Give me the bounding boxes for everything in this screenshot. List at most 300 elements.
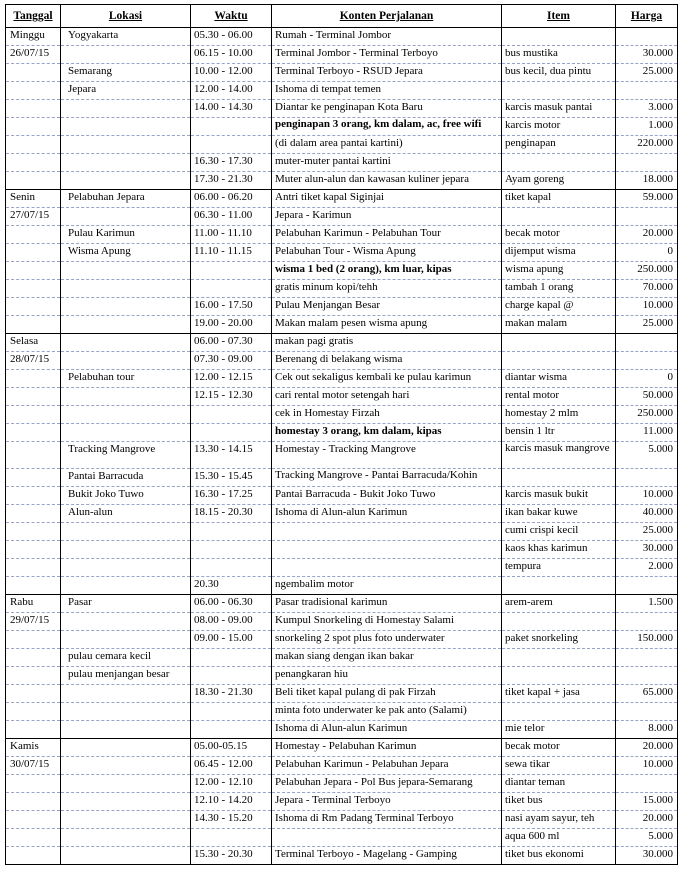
table-row (6, 64, 678, 82)
cell-harga: 20.000 (616, 811, 678, 829)
cell-harga: 10.000 (616, 487, 678, 505)
cell-item: makan malam (502, 316, 616, 334)
cell-waktu (191, 541, 272, 559)
cell-lokasi (61, 775, 191, 793)
cell-item (502, 352, 616, 370)
cell-lokasi (61, 388, 191, 406)
table-row (6, 775, 678, 793)
cell-lokasi: pulau cemara kecil (61, 649, 191, 667)
cell-konten: Terminal Jombor - Terminal Terboyo (272, 46, 502, 64)
table-row (6, 829, 678, 847)
cell-konten: Kumpul Snorkeling di Homestay Salami (272, 613, 502, 631)
cell-lokasi: Tracking Mangrove (61, 442, 191, 469)
cell-waktu: 18.15 - 20.30 (191, 505, 272, 523)
cell-item: homestay 2 mlm (502, 406, 616, 424)
cell-waktu (191, 280, 272, 298)
cell-harga (616, 334, 678, 352)
cell-lokasi: pulau menjangan besar (61, 667, 191, 685)
cell-lokasi: Pasar (61, 595, 191, 613)
cell-konten: Berenang di belakang wisma (272, 352, 502, 370)
cell-item (502, 577, 616, 595)
cell-lokasi: Bukit Joko Tuwo (61, 487, 191, 505)
cell-waktu: 12.15 - 12.30 (191, 388, 272, 406)
cell-item: bus kecil, dua pintu (502, 64, 616, 82)
table-row (6, 100, 678, 118)
table-row (6, 442, 678, 469)
cell-item: wisma apung (502, 262, 616, 280)
cell-konten: Pulau Menjangan Besar (272, 298, 502, 316)
cell-lokasi (61, 703, 191, 721)
table-row (6, 685, 678, 703)
cell-waktu: 06.00 - 06.20 (191, 190, 272, 208)
table-row (6, 739, 678, 757)
cell-lokasi (61, 136, 191, 154)
table-row (6, 370, 678, 388)
cell-tanggal (6, 523, 61, 541)
header-tanggal: Tanggal (6, 5, 61, 28)
cell-konten (272, 829, 502, 847)
cell-lokasi (61, 685, 191, 703)
cell-konten: Homestay - Pelabuhan Karimun (272, 739, 502, 757)
cell-tanggal: Rabu (6, 595, 61, 613)
table-row (6, 811, 678, 829)
cell-waktu: 13.30 - 14.15 (191, 442, 272, 469)
cell-harga: 59.000 (616, 190, 678, 208)
cell-lokasi (61, 118, 191, 136)
header-waktu: Waktu (191, 5, 272, 28)
cell-waktu: 19.00 - 20.00 (191, 316, 272, 334)
cell-lokasi (61, 154, 191, 172)
cell-lokasi: Pelabuhan tour (61, 370, 191, 388)
table-row (6, 541, 678, 559)
cell-waktu (191, 829, 272, 847)
cell-harga (616, 469, 678, 487)
cell-lokasi: Jepara (61, 82, 191, 100)
cell-item: ikan bakar kuwe (502, 505, 616, 523)
cell-waktu: 18.30 - 21.30 (191, 685, 272, 703)
cell-konten: cari rental motor setengah hari (272, 388, 502, 406)
table-row (6, 352, 678, 370)
cell-tanggal (6, 577, 61, 595)
cell-konten (272, 559, 502, 577)
cell-waktu: 11.00 - 11.10 (191, 226, 272, 244)
cell-harga: 25.000 (616, 523, 678, 541)
cell-waktu (191, 262, 272, 280)
cell-tanggal (6, 685, 61, 703)
cell-tanggal (6, 64, 61, 82)
cell-tanggal (6, 631, 61, 649)
cell-item (502, 28, 616, 46)
table-row (6, 82, 678, 100)
cell-lokasi (61, 829, 191, 847)
cell-tanggal (6, 370, 61, 388)
table-row (6, 226, 678, 244)
cell-harga: 0 (616, 244, 678, 262)
cell-waktu: 16.30 - 17.25 (191, 487, 272, 505)
cell-konten: Cek out sekaligus kembali ke pulau karimun (272, 370, 502, 388)
table-row (6, 28, 678, 46)
cell-konten: Terminal Terboyo - Magelang - Gamping (272, 847, 502, 865)
header-harga: Harga (616, 5, 678, 28)
cell-konten: Beli tiket kapal pulang di pak Firzah (272, 685, 502, 703)
cell-tanggal (6, 541, 61, 559)
cell-lokasi (61, 793, 191, 811)
cell-konten: Ishoma di Alun-alun Karimun (272, 505, 502, 523)
cell-harga: 250.000 (616, 406, 678, 424)
cell-waktu (191, 424, 272, 442)
cell-lokasi (61, 541, 191, 559)
table-row (6, 703, 678, 721)
table-row (6, 505, 678, 523)
cell-konten: makan siang dengan ikan bakar (272, 649, 502, 667)
cell-harga: 70.000 (616, 280, 678, 298)
cell-tanggal (6, 172, 61, 190)
cell-tanggal (6, 442, 61, 469)
cell-harga: 0 (616, 370, 678, 388)
cell-harga: 5.000 (616, 829, 678, 847)
cell-tanggal (6, 667, 61, 685)
table-row (6, 136, 678, 154)
cell-waktu: 11.10 - 11.15 (191, 244, 272, 262)
itinerary-body (6, 28, 678, 865)
cell-waktu: 08.00 - 09.00 (191, 613, 272, 631)
table-row (6, 208, 678, 226)
cell-harga: 1.500 (616, 595, 678, 613)
cell-item (502, 208, 616, 226)
cell-tanggal (6, 100, 61, 118)
table-row (6, 847, 678, 865)
cell-tanggal (6, 793, 61, 811)
table-row (6, 46, 678, 64)
cell-lokasi (61, 757, 191, 775)
cell-tanggal: Minggu (6, 28, 61, 46)
cell-harga: 250.000 (616, 262, 678, 280)
cell-harga: 8.000 (616, 721, 678, 739)
cell-waktu (191, 649, 272, 667)
cell-lokasi: Pantai Barracuda (61, 469, 191, 487)
table-row (6, 334, 678, 352)
cell-lokasi: Yogyakarta (61, 28, 191, 46)
cell-tanggal (6, 559, 61, 577)
cell-waktu: 16.30 - 17.30 (191, 154, 272, 172)
cell-tanggal (6, 298, 61, 316)
cell-tanggal: Kamis (6, 739, 61, 757)
cell-waktu (191, 559, 272, 577)
cell-lokasi (61, 298, 191, 316)
cell-item: aqua 600 ml (502, 829, 616, 847)
cell-konten: Ishoma di Alun-alun Karimun (272, 721, 502, 739)
table-row (6, 406, 678, 424)
cell-tanggal: 28/07/15 (6, 352, 61, 370)
cell-harga: 11.000 (616, 424, 678, 442)
cell-waktu: 14.30 - 15.20 (191, 811, 272, 829)
cell-tanggal: Senin (6, 190, 61, 208)
table-row (6, 388, 678, 406)
cell-item: becak motor (502, 226, 616, 244)
cell-harga: 30.000 (616, 847, 678, 865)
table-row (6, 667, 678, 685)
cell-konten: minta foto underwater ke pak anto (Salami) (272, 703, 502, 721)
cell-lokasi: Alun-alun (61, 505, 191, 523)
cell-item: tiket kapal (502, 190, 616, 208)
cell-waktu: 05.00-05.15 (191, 739, 272, 757)
cell-tanggal (6, 829, 61, 847)
cell-item: rental motor (502, 388, 616, 406)
table-row (6, 424, 678, 442)
cell-lokasi: Pelabuhan Jepara (61, 190, 191, 208)
cell-waktu: 06.45 - 12.00 (191, 757, 272, 775)
cell-lokasi (61, 577, 191, 595)
table-row (6, 280, 678, 298)
cell-waktu (191, 406, 272, 424)
cell-harga (616, 154, 678, 172)
cell-tanggal (6, 487, 61, 505)
cell-lokasi (61, 523, 191, 541)
table-row (6, 154, 678, 172)
cell-item: karcis masuk mangrove (502, 442, 616, 469)
cell-tanggal (6, 388, 61, 406)
header-konten: Konten Perjalanan (272, 5, 502, 28)
cell-konten: cek in Homestay Firzah (272, 406, 502, 424)
cell-item: becak motor (502, 739, 616, 757)
table-row (6, 793, 678, 811)
table-row (6, 523, 678, 541)
cell-harga (616, 703, 678, 721)
cell-item: tambah 1 orang (502, 280, 616, 298)
cell-tanggal (6, 721, 61, 739)
cell-item (502, 613, 616, 631)
cell-waktu: 06.00 - 06.30 (191, 595, 272, 613)
cell-harga (616, 352, 678, 370)
cell-harga (616, 613, 678, 631)
cell-harga: 10.000 (616, 298, 678, 316)
cell-tanggal (6, 406, 61, 424)
cell-item: kaos khas karimun (502, 541, 616, 559)
cell-item: tiket bus ekonomi (502, 847, 616, 865)
cell-waktu: 07.30 - 09.00 (191, 352, 272, 370)
table-row (6, 721, 678, 739)
cell-waktu: 12.10 - 14.20 (191, 793, 272, 811)
table-row (6, 487, 678, 505)
cell-konten: muter-muter pantai kartini (272, 154, 502, 172)
cell-konten: Jepara - Terminal Terboyo (272, 793, 502, 811)
cell-lokasi (61, 352, 191, 370)
cell-harga: 20.000 (616, 226, 678, 244)
cell-harga: 2.000 (616, 559, 678, 577)
cell-harga: 20.000 (616, 739, 678, 757)
cell-lokasi (61, 406, 191, 424)
table-row (6, 190, 678, 208)
header-row (6, 5, 678, 28)
cell-harga: 1.000 (616, 118, 678, 136)
cell-konten: Pasar tradisional karimun (272, 595, 502, 613)
cell-konten: Makan malam pesen wisma apung (272, 316, 502, 334)
cell-konten: Pelabuhan Karimun - Pelabuhan Jepara (272, 757, 502, 775)
cell-konten: homestay 3 orang, km dalam, kipas (272, 424, 502, 442)
cell-konten: Diantar ke penginapan Kota Baru (272, 100, 502, 118)
cell-lokasi (61, 46, 191, 64)
cell-konten: gratis minum kopi/tehh (272, 280, 502, 298)
cell-konten: Pelabuhan Tour - Wisma Apung (272, 244, 502, 262)
cell-item: paket snorkeling (502, 631, 616, 649)
cell-konten: (di dalam area pantai kartini) (272, 136, 502, 154)
cell-waktu: 12.00 - 12.10 (191, 775, 272, 793)
cell-konten: snorkeling 2 spot plus foto underwater (272, 631, 502, 649)
cell-tanggal (6, 118, 61, 136)
cell-harga: 25.000 (616, 64, 678, 82)
itinerary-table (5, 4, 678, 865)
cell-tanggal (6, 244, 61, 262)
cell-waktu: 09.00 - 15.00 (191, 631, 272, 649)
cell-harga: 30.000 (616, 541, 678, 559)
cell-tanggal (6, 154, 61, 172)
cell-item: diantar wisma (502, 370, 616, 388)
cell-item: diantar teman (502, 775, 616, 793)
cell-tanggal: Selasa (6, 334, 61, 352)
cell-item: karcis masuk pantai (502, 100, 616, 118)
cell-konten (272, 523, 502, 541)
cell-waktu (191, 118, 272, 136)
cell-harga (616, 577, 678, 595)
cell-waktu: 14.00 - 14.30 (191, 100, 272, 118)
header-item: Item (502, 5, 616, 28)
cell-harga (616, 28, 678, 46)
cell-lokasi (61, 316, 191, 334)
cell-konten: Pantai Barracuda - Bukit Joko Tuwo (272, 487, 502, 505)
cell-konten: Ishoma di Rm Padang Terminal Terboyo (272, 811, 502, 829)
cell-harga: 25.000 (616, 316, 678, 334)
cell-item: bensin 1 ltr (502, 424, 616, 442)
cell-lokasi (61, 424, 191, 442)
cell-item (502, 82, 616, 100)
table-row (6, 262, 678, 280)
cell-lokasi (61, 559, 191, 577)
cell-konten: penginapan 3 orang, km dalam, ac, free wifi (272, 118, 502, 136)
cell-tanggal (6, 505, 61, 523)
cell-konten (272, 541, 502, 559)
cell-tanggal (6, 316, 61, 334)
table-row (6, 298, 678, 316)
cell-harga: 10.000 (616, 757, 678, 775)
cell-waktu: 05.30 - 06.00 (191, 28, 272, 46)
cell-item: karcis masuk bukit (502, 487, 616, 505)
cell-konten: Jepara - Karimun (272, 208, 502, 226)
cell-tanggal: 30/07/15 (6, 757, 61, 775)
cell-lokasi (61, 811, 191, 829)
cell-tanggal: 26/07/15 (6, 46, 61, 64)
cell-harga (616, 82, 678, 100)
cell-lokasi (61, 100, 191, 118)
cell-tanggal: 27/07/15 (6, 208, 61, 226)
cell-tanggal: 29/07/15 (6, 613, 61, 631)
cell-konten: Terminal Terboyo - RSUD Jepara (272, 64, 502, 82)
cell-tanggal (6, 649, 61, 667)
table-row (6, 613, 678, 631)
table-row (6, 649, 678, 667)
cell-item: sewa tikar (502, 757, 616, 775)
cell-tanggal (6, 469, 61, 487)
cell-konten: Ishoma di tempat temen (272, 82, 502, 100)
cell-harga: 220.000 (616, 136, 678, 154)
cell-item: charge kapal @ (502, 298, 616, 316)
cell-item: penginapan (502, 136, 616, 154)
cell-waktu (191, 136, 272, 154)
table-row (6, 469, 678, 487)
cell-harga: 5.000 (616, 442, 678, 469)
cell-waktu: 17.30 - 21.30 (191, 172, 272, 190)
cell-item: dijemput wisma (502, 244, 616, 262)
cell-tanggal (6, 703, 61, 721)
cell-lokasi (61, 334, 191, 352)
cell-item (502, 469, 616, 487)
cell-harga: 65.000 (616, 685, 678, 703)
cell-konten: makan pagi gratis (272, 334, 502, 352)
cell-tanggal (6, 280, 61, 298)
cell-konten: Pelabuhan Karimun - Pelabuhan Tour (272, 226, 502, 244)
cell-konten: Homestay - Tracking Mangrove (272, 442, 502, 469)
cell-tanggal (6, 262, 61, 280)
cell-item (502, 649, 616, 667)
cell-lokasi: Semarang (61, 64, 191, 82)
cell-waktu (191, 523, 272, 541)
table-row (6, 244, 678, 262)
cell-tanggal (6, 847, 61, 865)
header-lokasi: Lokasi (61, 5, 191, 28)
cell-lokasi (61, 721, 191, 739)
cell-tanggal (6, 136, 61, 154)
cell-item: Ayam goreng (502, 172, 616, 190)
cell-lokasi (61, 208, 191, 226)
cell-konten: Rumah - Terminal Jombor (272, 28, 502, 46)
cell-waktu (191, 721, 272, 739)
cell-lokasi (61, 613, 191, 631)
cell-waktu: 06.15 - 10.00 (191, 46, 272, 64)
cell-tanggal (6, 226, 61, 244)
cell-konten: Antri tiket kapal Siginjai (272, 190, 502, 208)
cell-lokasi (61, 847, 191, 865)
cell-konten: Pelabuhan Jepara - Pol Bus jepara-Semarang (272, 775, 502, 793)
cell-harga: 3.000 (616, 100, 678, 118)
cell-item: bus mustika (502, 46, 616, 64)
table-row (6, 595, 678, 613)
cell-lokasi (61, 172, 191, 190)
table-row (6, 559, 678, 577)
cell-waktu: 12.00 - 12.15 (191, 370, 272, 388)
cell-waktu: 06.00 - 07.30 (191, 334, 272, 352)
cell-item: cumi crispi kecil (502, 523, 616, 541)
cell-harga: 50.000 (616, 388, 678, 406)
cell-konten: wisma 1 bed (2 orang), km luar, kipas (272, 262, 502, 280)
cell-waktu: 06.30 - 11.00 (191, 208, 272, 226)
cell-item: tempura (502, 559, 616, 577)
table-row (6, 757, 678, 775)
table-row (6, 118, 678, 136)
cell-waktu (191, 703, 272, 721)
table-row (6, 577, 678, 595)
cell-waktu: 10.00 - 12.00 (191, 64, 272, 82)
cell-item (502, 703, 616, 721)
table-row (6, 172, 678, 190)
cell-harga: 15.000 (616, 793, 678, 811)
cell-konten: Muter alun-alun dan kawasan kuliner jepara (272, 172, 502, 190)
cell-waktu: 20.30 (191, 577, 272, 595)
cell-harga (616, 208, 678, 226)
cell-item: arem-arem (502, 595, 616, 613)
cell-lokasi (61, 631, 191, 649)
cell-tanggal (6, 775, 61, 793)
cell-waktu: 15.30 - 15.45 (191, 469, 272, 487)
cell-tanggal (6, 424, 61, 442)
